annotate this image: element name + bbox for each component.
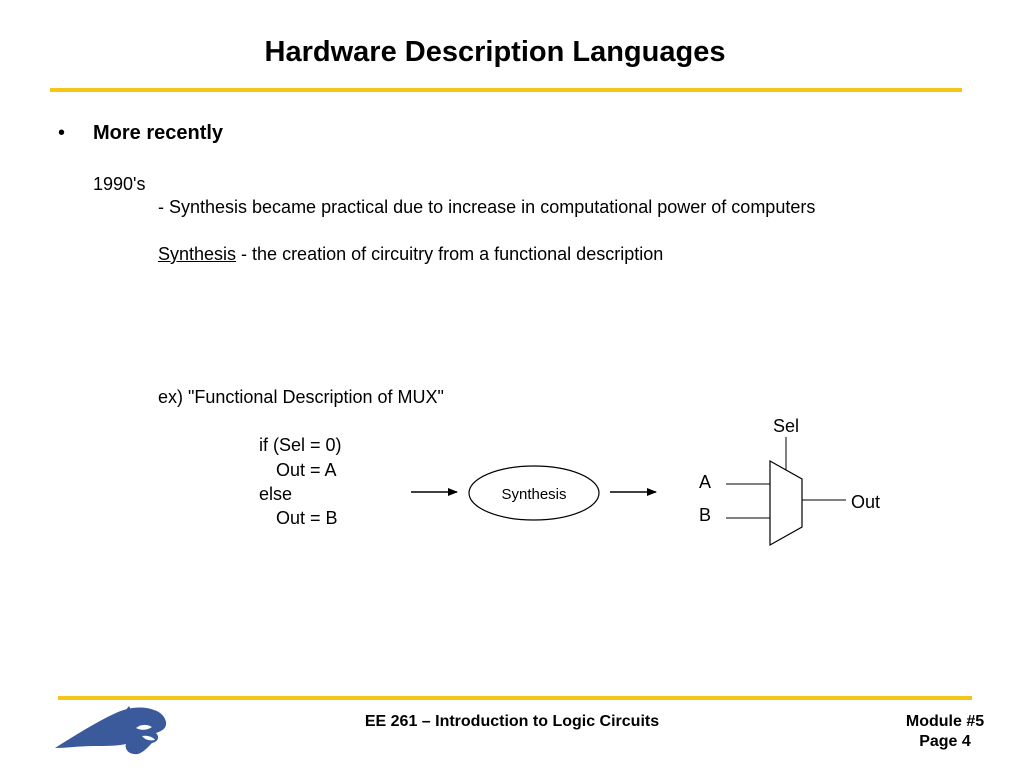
code-line-out-b: Out = B xyxy=(276,508,338,528)
synthesis-ellipse-label: Synthesis xyxy=(501,486,567,503)
bullet-heading: More recently xyxy=(93,122,224,144)
decade-label: 1990's xyxy=(93,174,146,194)
mux-input-b-label: B xyxy=(698,505,712,525)
page-title: Hardware Description Languages xyxy=(264,36,726,68)
footer-divider xyxy=(58,696,972,700)
bullet-marker: • xyxy=(58,122,66,144)
module-page-info xyxy=(895,712,995,752)
page-number: Page 4 xyxy=(919,733,971,750)
mux-shape xyxy=(770,461,802,545)
definition-term: Synthesis xyxy=(158,244,237,264)
example-label: ex) "Functional Description of MUX" xyxy=(158,387,444,407)
definition-text: - the creation of circuitry from a functional description xyxy=(236,244,664,264)
bobcat-logo xyxy=(52,702,172,762)
module-number: Module #5 xyxy=(905,713,985,730)
mux-input-a-label: A xyxy=(698,472,712,492)
code-line-if: if (Sel = 0) xyxy=(259,435,342,455)
code-line-out-a: Out = A xyxy=(276,460,337,480)
course-title: EE 261 – Introduction to Logic Circuits xyxy=(364,713,660,730)
code-line-else: else xyxy=(259,484,293,504)
mux-sel-label: Sel xyxy=(772,416,800,436)
synthesis-statement: - Synthesis became practical due to increase in computational power of computers xyxy=(158,197,816,217)
mux-output-label: Out xyxy=(851,492,881,512)
